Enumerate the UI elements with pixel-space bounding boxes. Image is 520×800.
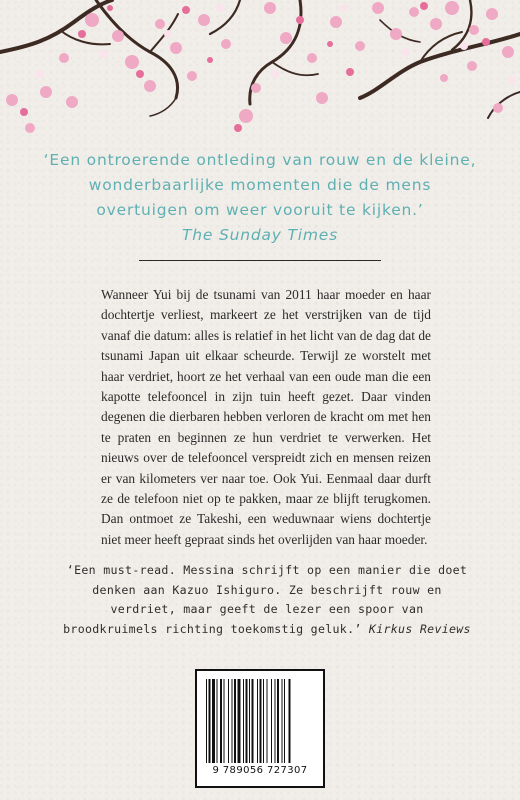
review-quote-bottom-source: Kirkus Reviews <box>368 621 471 636</box>
review-quote-bottom <box>62 561 472 639</box>
review-quote-top-text: ‘Een ontroerende ontleding van rouw en de kleine, wonderbaarlijke momenten die de mens overtuigen om weer vooruit te kijken.’ <box>43 151 477 219</box>
isbn-number: 9 789056 727307 <box>212 765 308 776</box>
barcode-bars <box>205 679 315 763</box>
book-blurb <box>101 285 431 550</box>
review-quote-bottom-text: ‘Een must-read. Messina schrijft op een manier die doet denken aan Kazuo Ishiguro. Ze beschrijft rouw en verdriet, maar geeft de lezer een spoor van broodkruimels richting toekomstig geluk.’ <box>63 563 468 636</box>
barcode <box>195 669 325 788</box>
book-blurb-text: Wanneer Yui bij de tsunami van 2011 haar moeder en haar dochtertje verliest, markeert ze het verstrijken van de tijd vanaf die datum: alles is relatief in het licht van de dag dat de tsunami Japan uit elkaar scheurde. Terwijl ze worstelt met haar verdriet, hoort ze het verhaal van een oude man die een kapotte telefooncel in zijn tuin heeft gezet. Daar vinden degenen die dierbaren hebben verloren de kracht om met hen te praten en beginnen ze hun verdriet te verwerken. Het nieuws over de telefooncel verspreidt zich en mensen reizen er van kilometers ver naar toe. Ook Yui. Eenmaal daar durft ze de telefoon niet op te pakken, maar ze blijft terugkomen. Dan ontmoet ze Takeshi, een weduwnaar wiens dochtertje niet meer heeft gepraat sinds het overlijden van haar moeder. <box>101 287 431 547</box>
divider-line <box>139 260 381 261</box>
review-quote-top <box>40 148 480 248</box>
blossoms <box>6 1 516 133</box>
review-quote-top-source: The Sunday Times <box>182 226 338 244</box>
cherry-blossom-illustration <box>0 0 520 150</box>
